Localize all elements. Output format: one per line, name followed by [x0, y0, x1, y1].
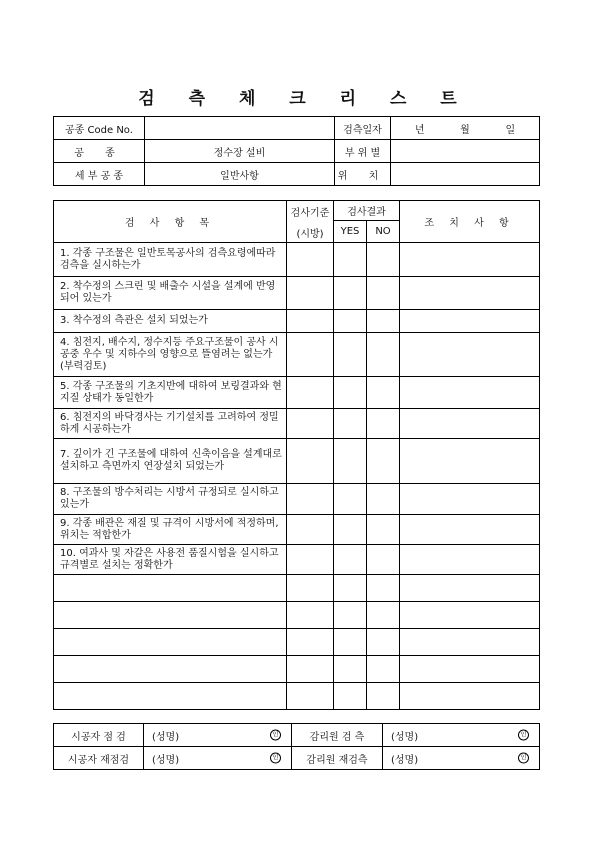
date-day-label: 일 — [505, 124, 516, 136]
no-cell[interactable] — [367, 545, 400, 575]
col-header-action: 조 치 사 항 — [400, 201, 540, 243]
yes-cell[interactable] — [334, 575, 367, 602]
check-item-7: 7. 깊이가 긴 구조물에 대하여 신축이음을 설계대로 설치하고 측면까지 연장설치 되었는가 — [54, 439, 287, 484]
blank-item-cell[interactable] — [54, 602, 287, 629]
action-cell[interactable] — [400, 439, 540, 484]
action-cell[interactable] — [400, 333, 540, 377]
standard-cell[interactable] — [287, 515, 334, 545]
action-cell[interactable] — [400, 515, 540, 545]
no-cell[interactable] — [367, 683, 400, 710]
check-item-2: 2. 착수정의 스크린 및 배출수 시설을 설계에 반영되어 있는가 — [54, 277, 287, 310]
col-header-result: 검사결과 — [334, 201, 400, 221]
detail-work-value[interactable]: 일반사항 — [145, 163, 335, 186]
no-cell[interactable] — [367, 629, 400, 656]
standard-cell[interactable] — [287, 333, 334, 377]
contractor-recheck-sign-field[interactable] — [144, 747, 292, 770]
supervisor-recheck-sign-field[interactable] — [383, 747, 540, 770]
action-cell[interactable] — [400, 243, 540, 277]
name-placeholder: (성명) — [391, 731, 419, 743]
yes-cell[interactable] — [334, 243, 367, 277]
standard-cell[interactable] — [287, 575, 334, 602]
check-item-10: 10. 여과사 및 자갈은 사용전 품질시험을 실시하고 규격별로 설치는 정확한가 — [54, 545, 287, 575]
no-cell[interactable] — [367, 277, 400, 310]
seal-icon: 인 — [518, 753, 529, 764]
standard-cell[interactable] — [287, 602, 334, 629]
yes-cell[interactable] — [334, 484, 367, 515]
standard-cell[interactable] — [287, 310, 334, 333]
checklist-table — [53, 200, 540, 710]
yes-cell[interactable] — [334, 515, 367, 545]
contractor-check-label: 시공자 점 검 — [54, 724, 144, 747]
header-table — [53, 116, 540, 186]
no-cell[interactable] — [367, 484, 400, 515]
yes-cell[interactable] — [334, 310, 367, 333]
action-cell[interactable] — [400, 277, 540, 310]
date-year-label: 년 — [414, 124, 425, 136]
yes-cell[interactable] — [334, 377, 367, 409]
col-header-yes: YES — [334, 221, 367, 243]
no-cell[interactable] — [367, 409, 400, 439]
yes-cell[interactable] — [334, 409, 367, 439]
yes-cell[interactable] — [334, 683, 367, 710]
standard-cell[interactable] — [287, 377, 334, 409]
no-cell[interactable] — [367, 439, 400, 484]
supervisor-recheck-label: 감리원 재검측 — [292, 747, 383, 770]
action-cell[interactable] — [400, 484, 540, 515]
location-label: 위 치 — [335, 163, 391, 186]
action-cell[interactable] — [400, 377, 540, 409]
check-item-4: 4. 침전지, 배수지, 정수지등 주요구조물이 공사 시공중 우수 및 지하수의 영향으로 뜰염려는 없는가(부력검토) — [54, 333, 287, 377]
code-value-field[interactable] — [145, 117, 335, 140]
no-cell[interactable] — [367, 310, 400, 333]
signature-table — [53, 723, 540, 770]
col-header-item: 검 사 항 목 — [54, 201, 287, 243]
blank-item-cell[interactable] — [54, 656, 287, 683]
name-placeholder: (성명) — [152, 731, 180, 743]
no-cell[interactable] — [367, 333, 400, 377]
blank-item-cell[interactable] — [54, 683, 287, 710]
no-cell[interactable] — [367, 602, 400, 629]
seal-icon: 인 — [270, 730, 281, 741]
action-cell[interactable] — [400, 545, 540, 575]
action-cell[interactable] — [400, 575, 540, 602]
contractor-recheck-label: 시공자 재점검 — [54, 747, 144, 770]
col-header-standard-line2: (시방) — [296, 228, 324, 240]
col-header-standard-line1: 검사기준 — [290, 207, 330, 219]
part-label: 부 위 별 — [335, 140, 391, 163]
yes-cell[interactable] — [334, 629, 367, 656]
page-title: 검 측 체 크 리 스 트 — [138, 89, 471, 109]
no-cell[interactable] — [367, 515, 400, 545]
check-item-3: 3. 착수정의 측관은 설치 되었는가 — [54, 310, 287, 333]
check-item-9: 9. 각종 배관은 재질 및 규격이 시방서에 적정하며, 위치는 적합한가 — [54, 515, 287, 545]
yes-cell[interactable] — [334, 333, 367, 377]
no-cell[interactable] — [367, 243, 400, 277]
col-header-no: NO — [367, 221, 400, 243]
no-cell[interactable] — [367, 656, 400, 683]
seal-icon: 인 — [270, 753, 281, 764]
supervisor-check-sign-field[interactable] — [383, 724, 540, 747]
work-type-value[interactable]: 정수장 설비 — [145, 140, 335, 163]
blank-item-cell[interactable] — [54, 575, 287, 602]
yes-cell[interactable] — [334, 602, 367, 629]
check-item-5: 5. 각종 구조물의 기초지반에 대하여 보링결과와 현지질 상태가 동일한가 — [54, 377, 287, 409]
standard-cell[interactable] — [287, 243, 334, 277]
check-item-6: 6. 침전지의 바닥경사는 기기설치를 고려하여 정밀하게 시공하는가 — [54, 409, 287, 439]
part-value-field[interactable] — [391, 140, 540, 163]
action-cell[interactable] — [400, 310, 540, 333]
action-cell[interactable] — [400, 409, 540, 439]
yes-cell[interactable] — [334, 277, 367, 310]
contractor-check-sign-field[interactable] — [144, 724, 292, 747]
standard-cell[interactable] — [287, 683, 334, 710]
check-item-1: 1. 각종 구조물은 일반토목공사의 검측요령에따라 검측을 실시하는가 — [54, 243, 287, 277]
check-item-8: 8. 구조물의 방수처리는 시방서 규정되로 실시하고 있는가 — [54, 484, 287, 515]
no-cell[interactable] — [367, 377, 400, 409]
action-cell[interactable] — [400, 656, 540, 683]
action-cell[interactable] — [400, 629, 540, 656]
seal-icon: 인 — [518, 730, 529, 741]
col-header-standard — [287, 201, 334, 243]
code-label: 공종 Code No. — [54, 117, 145, 140]
standard-cell[interactable] — [287, 277, 334, 310]
date-label: 검측일자 — [335, 117, 391, 140]
standard-cell[interactable] — [287, 656, 334, 683]
no-cell[interactable] — [367, 575, 400, 602]
name-placeholder: (성명) — [391, 754, 419, 766]
blank-item-cell[interactable] — [54, 629, 287, 656]
supervisor-check-label: 감리원 검 측 — [292, 724, 383, 747]
action-cell[interactable] — [400, 683, 540, 710]
location-value-field[interactable] — [391, 163, 540, 186]
yes-cell[interactable] — [334, 545, 367, 575]
standard-cell[interactable] — [287, 545, 334, 575]
date-value-field[interactable] — [391, 117, 540, 140]
action-cell[interactable] — [400, 602, 540, 629]
date-month-label: 월 — [460, 124, 470, 136]
detail-work-label: 세 부 공 종 — [54, 163, 145, 186]
standard-cell[interactable] — [287, 439, 334, 484]
yes-cell[interactable] — [334, 439, 367, 484]
standard-cell[interactable] — [287, 629, 334, 656]
standard-cell[interactable] — [287, 409, 334, 439]
standard-cell[interactable] — [287, 484, 334, 515]
work-type-label: 공 종 — [54, 140, 145, 163]
name-placeholder: (성명) — [152, 754, 180, 766]
yes-cell[interactable] — [334, 656, 367, 683]
